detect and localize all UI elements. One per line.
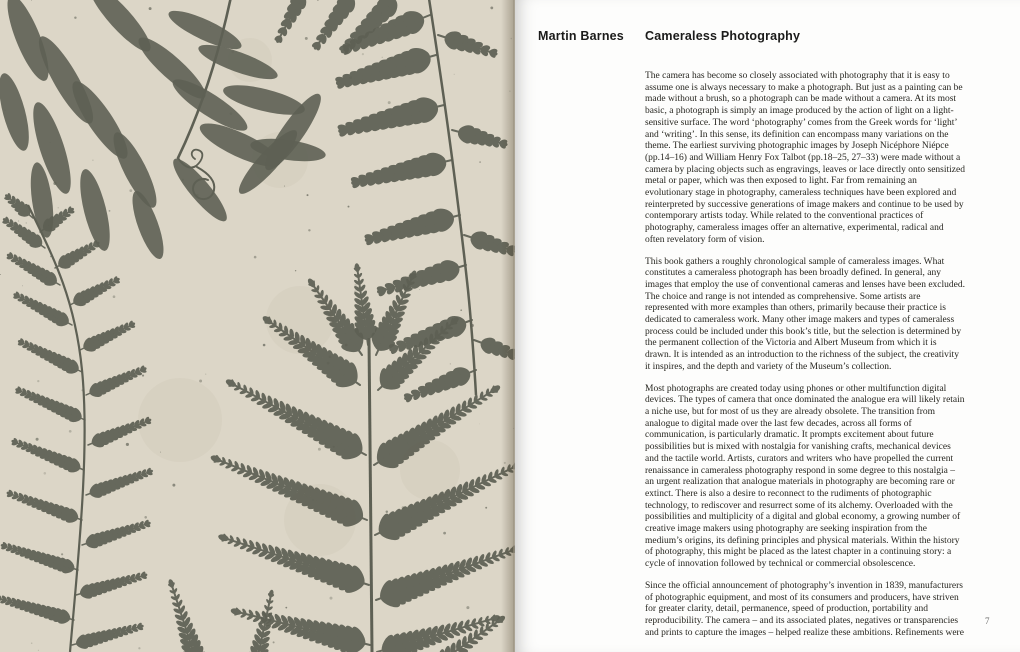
page-title: Cameraless Photography — [645, 29, 801, 43]
page-number: 7 — [985, 616, 990, 626]
author-name: Martin Barnes — [538, 29, 624, 43]
body-paragraph: This book gathers a roughly chronological sample of cameraless images. What constitutes a cameraless photograph has been broadly defined. In general, any images that employ the use of conventional cameras and lenses have been excluded. The choice and range is not intended as comprehensive. Some artists are represented with more examples than others, primarily because their practice is dedicated to cameraless work. Many other image makers and types of cameraless process could be included under this book’s title, but the selection is determined by the permanent collection of the Victoria and Albert Museum from which it is drawn. It is intended as an introduction to the richness of the subject, the creativity it inspires, and the depth and variety of the Museum’s collection. — [645, 256, 965, 372]
body-paragraph: The camera has become so closely associated with photography that it is easy to assume one is always necessary to make a photograph. But just as a painting can be made without a brush, so a photograph can be made without a camera. At its most basic, a photograph is simply an image produced by the action of light on a light-sensitive surface. The word ‘photography’ comes from the Greek words for ‘light’ and ‘writing’. In this sense, its definition can encompass many variations on the theme. The earliest surviving photographic images by Joseph Nicéphore Niépce (pp.14–16) and William Henry Fox Talbot (pp.18–25, 27–33) were made without a camera by placing objects such as engravings, leaves or lace directly onto sensitized metal or paper, which was then exposed to light. Far from remaining an evolutionary stage in photography, cameraless techniques have been explored and reinterpreted by successive generations of image makers and continue to be used by contemporary artists today. While related to the conventional practices of photography, cameraless images offer an alternative, experimental, radical and often revelatory form of vision. — [645, 71, 965, 245]
body-text — [645, 71, 965, 649]
body-paragraph: Most photographs are created today using phones or other multifunction digital devices. The types of camera that once dominated the analogue era will likely retain a niche use, but for most of us they are already obsolete. The transition from analogue to digital made over the last few decades, across all forms of communication, is particularly dramatic. It prompts excitement about future possibilities but is mixed with nostalgia for vanishing crafts, mechanical devices and the tactile world. Artists, curators and writers who have propelled the current renaissance in cameraless photography respond in some degree to this nostalgia – an urgent realization that analogue materials in photography are becoming rare or extinct. There is also a desire to reconnect to the rudiments of photographic technology, to rediscover and resurrect some of its alchemy. Overloaded with the possibilities and multiplicity of a digital and global economy, a growing number of creative image makers using photography are seeking inspiration from the medium’s origins, its defining principles and physical materials. Within the history of photography, this might be placed as the latest chapter in a continuing story: a cycle of innovation followed by technical or commercial obsolescence. — [645, 383, 965, 570]
body-paragraph: Since the official announcement of photography’s invention in 1839, manufacturers of photographic equipment, and most of its consumers and producers, have striven for greater clarity, detail, permanence, speed of production, portability and reproducibility. The camera – and its associated plates, negatives or transparencies and prints to capture the images – helped realize these ambitions. Refinements were — [645, 580, 964, 638]
right-page — [515, 0, 1020, 652]
